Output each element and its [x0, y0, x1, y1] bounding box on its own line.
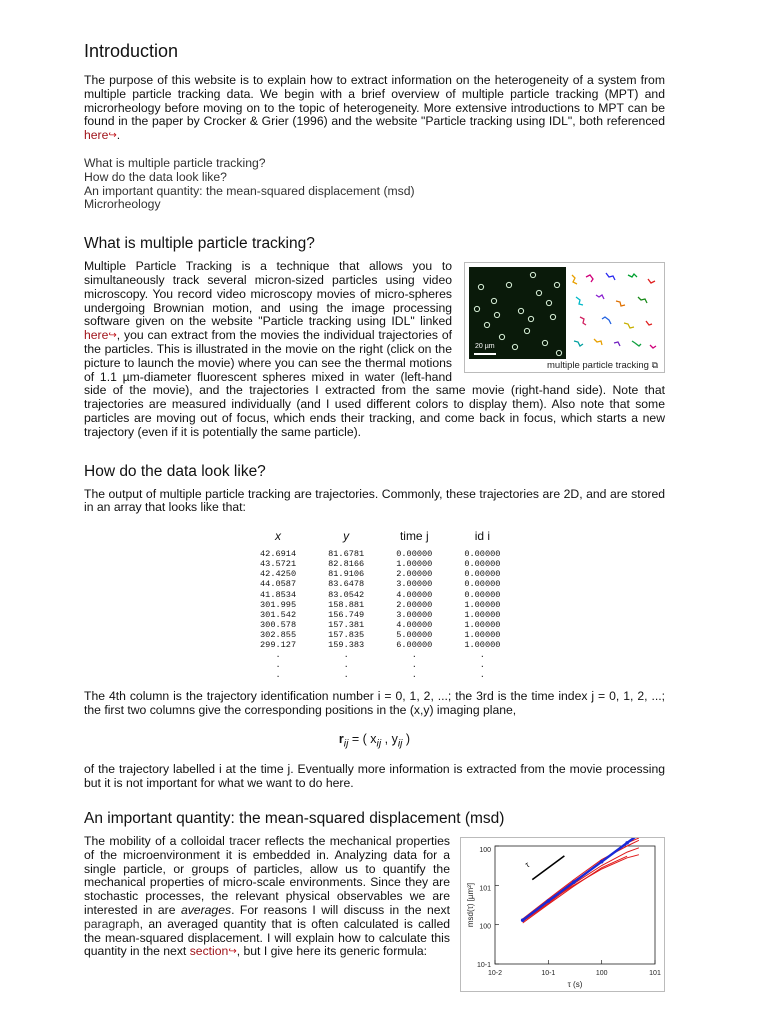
trajectories-image — [566, 267, 662, 359]
y-tick-label: 100 — [479, 923, 491, 931]
microscopy-image — [469, 267, 566, 359]
table-cell: 6.00000 — [396, 639, 433, 650]
table-cell: 5.00000 — [396, 629, 433, 640]
msd-text-b: . For reasons I will discuss in the next — [231, 903, 450, 918]
msd-series-line — [523, 856, 627, 923]
formula-close: ) — [402, 731, 411, 746]
table-cell: 41.8534 — [260, 589, 297, 600]
msd-series-line — [523, 855, 639, 922]
slope-guide-line — [532, 856, 564, 880]
table-cell: 42.6914 — [260, 549, 297, 560]
external-link-icon: ↪ — [108, 330, 117, 342]
table-row — [244, 559, 516, 569]
scalebar-label: 20 µm — [475, 343, 495, 351]
x-tick-label: 100 — [595, 970, 608, 978]
table-row — [244, 630, 516, 640]
external-link-icon: ↪ — [108, 130, 117, 142]
table-cell: 0.00000 — [464, 579, 501, 590]
x-tick-label: 10-1 — [541, 970, 556, 978]
intro-paragraph — [84, 74, 665, 143]
table-cell: 82.8166 — [328, 559, 365, 570]
x-tick-label: 10-2 — [487, 970, 503, 978]
intro-text-end: . — [116, 128, 121, 143]
msd-text-d: , but I give here its generic formula: — [236, 944, 428, 959]
trajectory-table — [244, 529, 516, 680]
table-cell: 1.00000 — [396, 559, 433, 570]
formula-sub-r: ij — [343, 738, 349, 750]
msd-section — [84, 809, 665, 990]
continuation-dot: . — [479, 670, 485, 681]
table-cell: 0.00000 — [464, 569, 501, 580]
table-cell: 0.00000 — [464, 549, 501, 560]
col-header-x — [244, 529, 312, 549]
table-cell: 302.855 — [260, 629, 297, 640]
continuation-dot: . — [411, 660, 417, 671]
table-cell: 83.0542 — [328, 589, 365, 600]
msd-point — [521, 918, 525, 922]
formula-y: , y — [381, 731, 398, 746]
continuation-row — [244, 650, 516, 660]
y-tick-label: 10-1 — [476, 962, 491, 970]
table-cell: 299.127 — [260, 639, 297, 650]
y-tick-label: 100 — [479, 847, 491, 855]
toc-item-data[interactable]: How do the data look like? — [84, 169, 227, 184]
table-cell: 81.9106 — [328, 569, 365, 580]
trajectories-svg — [566, 267, 662, 359]
table-of-contents — [84, 157, 665, 212]
continuation-dot: . — [411, 650, 417, 661]
data-paragraph-2: The 4th column is the trajectory identification number i = 0, 1, 2, ...; the 3rd is the time index j = 0, 1, 2, ...; the first two columns give the corresponding positions in the (x,y) imaging plane, — [84, 689, 665, 718]
table-cell: 301.995 — [260, 599, 297, 610]
table-cell: 158.881 — [328, 599, 365, 610]
table-cell: 0.00000 — [396, 549, 433, 560]
table-cell: 42.4250 — [260, 569, 297, 580]
formula-r: r — [338, 731, 344, 746]
table-cell: 0.00000 — [464, 589, 501, 600]
msd-heading: An important quantity: the mean-squared displacement (msd) — [84, 810, 505, 828]
slope-annotation: τ — [523, 860, 531, 870]
table-row — [244, 549, 516, 559]
continuation-dot: . — [479, 650, 485, 661]
table-cell: 301.542 — [260, 609, 297, 620]
plot-frame — [495, 846, 655, 964]
table-cell: 157.835 — [328, 629, 365, 640]
continuation-dot: . — [411, 670, 417, 681]
mpt-text-b: , you can extract from the movies the individual trajectories of the particles. This is illustrated in the movie on the right (click on the picture to launch the movie) where you can see the thermal motions of 1.1 µm-diameter fluorescent spheres mixed in water (left-hand side of the movie), and the trajectories I extracted from the same movie (right-hand side). Note that trajectories are measured individually (and I used different colors to display them). Also note that some particles are moving out of focus, which ends their tracking, and come back in focus, which starts a new trajectory (even if it is potentially the same particle). — [84, 328, 665, 439]
continuation-row — [244, 670, 516, 680]
table-header-row — [244, 529, 516, 549]
trajectory-table-body — [244, 549, 516, 680]
table-cell: 44.0587 — [260, 579, 297, 590]
table-cell: 43.5721 — [260, 559, 297, 570]
table-cell: 1.00000 — [464, 619, 501, 630]
toc-item-msd[interactable]: An important quantity: the mean-squared displacement (msd) — [84, 183, 415, 198]
continuation-dot: . — [343, 670, 349, 681]
formula-sub-x: ij — [376, 738, 382, 750]
x-axis-label: τ (s) — [567, 980, 583, 990]
table-cell: 83.6478 — [328, 579, 365, 590]
table-row — [244, 640, 516, 650]
data-paragraph-3: of the trajectory labelled i at the time j. Eventually more information is extracted from the movie processing but it is not important for what we want to do here. — [84, 762, 665, 791]
table-row — [244, 579, 516, 589]
mpt-movie-thumbnail[interactable] — [464, 262, 665, 373]
table-cell: 1.00000 — [464, 599, 501, 610]
figure-caption — [547, 360, 658, 371]
msd-chart-figure — [460, 837, 665, 992]
table-cell: 2.00000 — [396, 569, 433, 580]
table-cell: 4.00000 — [396, 619, 433, 630]
table-cell: 159.383 — [328, 639, 365, 650]
msd-text-a: The mobility of a colloidal tracer reflects the mechanical properties of the microenvironment it is embedded in. Analyzing data for a single particle, or groups of particles, allow us to quantify the mechanical properties of micro-scale environments. Since they are stochastic processes, the relevant physical observables we are interested in are — [84, 834, 450, 918]
continuation-dot: . — [275, 670, 281, 681]
formula-sub-y: ij — [397, 738, 403, 750]
table-cell: 2.00000 — [396, 599, 433, 610]
document-page — [84, 40, 665, 992]
continuation-row — [244, 660, 516, 670]
table-cell: 1.00000 — [464, 639, 501, 650]
formula-x: = ( x — [348, 731, 377, 746]
table-cell: 81.6781 — [328, 549, 365, 560]
header-y-text: y — [343, 529, 350, 544]
mpt-text-a: Multiple Particle Tracking is a technique that allows you to simultaneously track several micron-sized particles using video microscopy. You record video microscopy movies of micro-spheres undergoing Brownian motion, and using the image processing software given on the website "Particle tracking using IDL" linked — [84, 259, 452, 329]
col-header-id: id i — [474, 529, 491, 544]
table-cell: 157.381 — [328, 619, 365, 630]
toc-item-mpt[interactable]: What is multiple particle tracking? — [84, 155, 266, 170]
here-link-mpt[interactable]: here — [84, 328, 109, 343]
popup-icon: ⧉ — [651, 360, 658, 371]
y-axis-label: msd(τ) [µm²] — [466, 882, 475, 928]
intro-text: The purpose of this website is to explain how to extract information on the heterogeneity of a system from multiple particle tracking data. We begin with a brief overview of multiple particle tracking (MPT) and microrheology before moving on to the topic of heterogeneity. More extensive introductions to MPT can be found in the paper by Crocker & Grier (1996) and the website "Particle tracking using IDL", both referenced — [84, 73, 665, 129]
table-cell: 3.00000 — [396, 609, 433, 620]
table-cell: 0.00000 — [464, 559, 501, 570]
table-row — [244, 590, 516, 600]
section-link[interactable]: section — [189, 944, 229, 959]
table-cell: 3.00000 — [396, 579, 433, 590]
continuation-dot: . — [479, 660, 485, 671]
y-tick-label: 101 — [479, 885, 491, 893]
table-cell: 4.00000 — [396, 589, 433, 600]
msd-point — [600, 860, 604, 864]
data-section — [84, 462, 665, 792]
continuation-dot: . — [275, 650, 281, 661]
table-row — [244, 610, 516, 620]
mpt-heading: What is multiple particle tracking? — [84, 235, 315, 253]
table-row — [244, 569, 516, 579]
here-link-intro[interactable]: here — [84, 128, 109, 143]
table-cell: 1.00000 — [464, 609, 501, 620]
table-cell: 300.578 — [260, 619, 297, 630]
msd-point — [547, 899, 551, 903]
msd-point — [572, 880, 576, 884]
msd-emphasis: averages — [180, 903, 232, 918]
table-cell: 156.749 — [328, 609, 365, 620]
caption-text: multiple particle tracking — [547, 360, 649, 372]
col-header-y — [312, 529, 380, 549]
msd-point — [625, 841, 629, 845]
external-link-icon: ↪ — [228, 946, 237, 958]
continuation-dot: . — [343, 650, 349, 661]
x-tick-label: 101 — [649, 970, 661, 978]
toc-item-microrheology[interactable]: Microrheology — [84, 197, 161, 212]
continuation-dot: . — [343, 660, 349, 671]
intro-heading: Introduction — [84, 41, 179, 61]
position-formula — [84, 732, 665, 750]
data-heading: How do the data look like? — [84, 462, 266, 480]
col-header-time: time j — [399, 529, 429, 544]
data-paragraph-1: The output of multiple particle tracking are trajectories. Commonly, these trajectories are 2D, and are stored in an array that looks like that: — [84, 486, 665, 515]
table-row — [244, 620, 516, 630]
continuation-dot: . — [275, 660, 281, 671]
msd-text-c: , an averaged quantity that is often calculated is called the mean-squared displacement. I will explain how to calculate this quantity in the next — [84, 916, 450, 959]
table-cell: 1.00000 — [464, 629, 501, 640]
header-x-text: x — [275, 529, 282, 544]
msd-chart — [461, 838, 664, 991]
table-row — [244, 600, 516, 610]
paragraph-link[interactable]: paragraph — [84, 916, 140, 931]
